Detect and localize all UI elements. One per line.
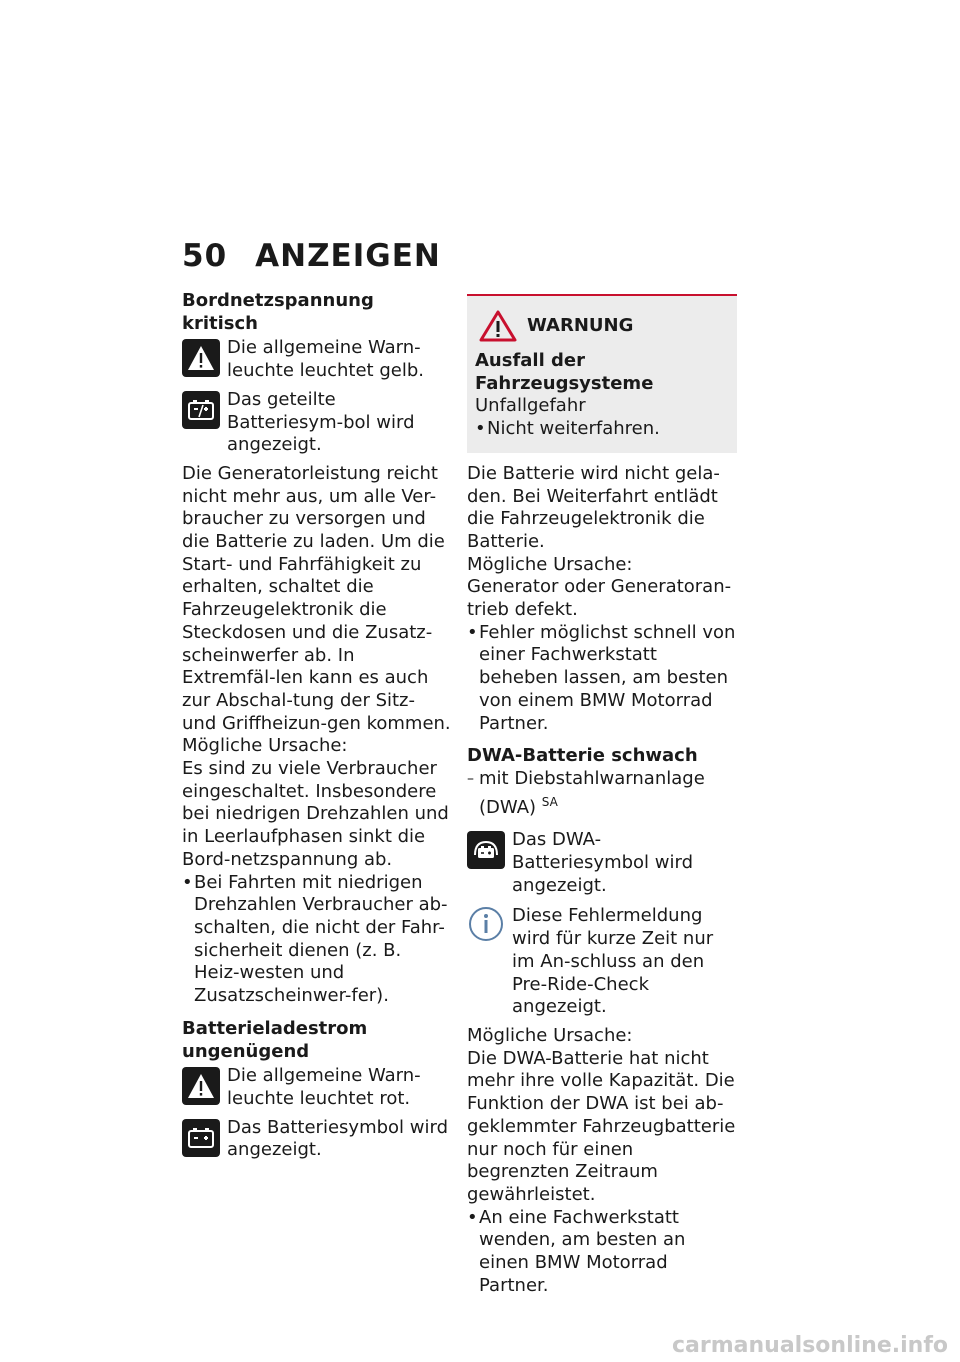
dwa-battery-text: Das DWA-Batteriesymbol wird angezeigt. (512, 829, 694, 896)
list-item: • Nicht weiterfahren. (475, 418, 729, 441)
list-item: • Bei Fahrten mit niedrigen Drehzahlen Verbraucher ab-schalten, die nicht der Fahr-sicherheit dienen (z. B. Heiz-westen und Zusatzscheinwer-fer). (182, 872, 452, 1008)
page-title: ANZEIGEN (255, 238, 441, 274)
cause-label: Mögliche Ursache: (467, 1024, 633, 1046)
page-header (182, 238, 441, 274)
cause-text: Generator oder Generatoran-trieb defekt. (467, 576, 732, 621)
voltage-body: Die Generatorleistung reicht nicht mehr aus, um alle Ver-braucher zu versorgen und die Batterie zu laden. Um die Start- und Fahrfähigkeit zu erhalten, schaltet die Fahrzeugelektronik die Steckdosen und die Zusatz-scheinwerfer ab. In Extremfäl-len kann es auch zur Abschal-tung der Sitz- und Griffheizun-gen kommen. (182, 462, 451, 734)
list-item (467, 768, 737, 819)
section-heading-voltage: Bordnetzspannung kritisch (182, 290, 374, 334)
info-icon (467, 905, 505, 943)
warning-triangle-icon (182, 1067, 220, 1105)
warning-light-red-row (182, 1065, 452, 1110)
battery-body: Die Batterie wird nicht gela-den. Bei Weiterfahrt entlädt die Fahrzeugelektronik die Batterie. (467, 462, 720, 552)
warning-triangle-icon (479, 310, 517, 342)
section-heading-dwa: DWA-Batterie schwach (467, 745, 698, 767)
watermark: carmanualsonline.info (672, 1333, 948, 1358)
list-item: • Fehler möglichst schnell von einer Fachwerkstatt beheben lassen, am besten von einem BMW Motorrad Partner. (467, 622, 737, 736)
cause-label: Mögliche Ursache: (467, 553, 633, 575)
cause-text: Es sind zu viele Verbraucher eingeschaltet. Insbesondere bei niedrigen Drehzahlen und in Leerlaufphasen sinkt die Bord-netzspannung ab. (182, 758, 449, 870)
warning-light-red-text: Die allgemeine Warn-leuchte leuchtet rot. (227, 1065, 421, 1109)
warning-light-row (182, 337, 452, 382)
info-text: Diese Fehlermeldung wird für kurze Zeit nur im An-schluss an den Pre-Ride-Check angezeigt. (512, 905, 714, 1018)
option-badge: SA (541, 794, 558, 809)
battery-icon (182, 1119, 220, 1157)
battery-row (182, 1117, 452, 1162)
warning-label: WARNUNG (527, 314, 634, 336)
right-column (467, 294, 737, 1297)
warning-box (467, 294, 737, 453)
info-row (467, 905, 737, 1019)
page-number: 50 (182, 238, 228, 274)
battery-text: Das Batteriesymbol wird angezeigt. (227, 1116, 448, 1161)
warning-heading: Ausfall der Fahrzeugsysteme (475, 350, 654, 394)
split-battery-row (182, 389, 452, 457)
cause-text: Die DWA-Batterie hat nicht mehr ihre volle Kapazität. Die Funktion der DWA ist bei ab-geklemmter Fahrzeugbatterie nur noch für einen begrenzten Zeitraum gewährleistet. (467, 1047, 736, 1205)
dwa-condition: mit Diebstahlwarnanlage (DWA) (479, 767, 705, 818)
warning-title (479, 310, 729, 342)
split-battery-icon (182, 391, 220, 429)
list-item: • An eine Fachwerkstatt wenden, am besten an einen BMW Motorrad Partner. (467, 1207, 737, 1298)
dwa-battery-icon (467, 831, 505, 869)
split-battery-text: Das geteilte Batteriesym-bol wird angezeigt. (227, 388, 415, 456)
warning-sub: Unfallgefahr (475, 395, 586, 417)
section-heading-charge: Batterieladestrom ungenügend (182, 1017, 368, 1062)
dwa-battery-row (467, 829, 737, 897)
warning-triangle-icon (182, 339, 220, 377)
left-column (182, 290, 452, 1162)
cause-label: Mögliche Ursache: (182, 735, 348, 757)
warning-light-text: Die allgemeine Warn-leuchte leuchtet gelb. (227, 337, 424, 382)
